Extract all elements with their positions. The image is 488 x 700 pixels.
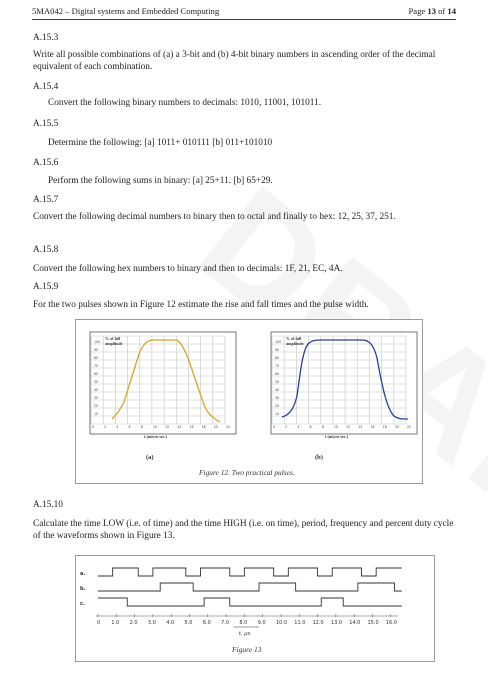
- page-header: [32, 6, 456, 20]
- plot-b-ytick: 60: [275, 372, 280, 376]
- waveform-a: [98, 568, 402, 576]
- question-text-a15-5: Determine the following: [a] 1011+ 010111 [b] 011+101010: [48, 138, 273, 148]
- plot-a-sublabel: (a): [146, 454, 154, 461]
- question-label-a15-9: A.15.9: [33, 282, 59, 292]
- plot-a-ytick: 70: [94, 364, 99, 368]
- figure-13-xtick: 5.0: [184, 620, 193, 626]
- plot-a-ylabel-line1: % of full: [105, 336, 121, 341]
- plot-a-ytick: 40: [94, 388, 99, 392]
- plot-a-ytick: 60: [94, 372, 99, 376]
- plot-a-xtick: 12: [165, 425, 170, 429]
- figure-13-xtick: 3.0: [147, 620, 156, 626]
- plot-a-xtick: 0: [92, 425, 95, 429]
- figure-13: [75, 555, 435, 662]
- figure-13-xtick: 7.0: [221, 620, 230, 626]
- figure-13-xtick: 10.0: [276, 620, 288, 626]
- question-text-a15-10: Calculate the time LOW (i.e. of time) and the time HIGH (i.e. on time), period, frequency and percent duty cycle of the waveforms shown in Figure 13.: [33, 519, 454, 541]
- plot-a-xtick: 14: [177, 425, 182, 429]
- plot-b-xtick: 18: [382, 425, 387, 429]
- figure-13-xtick: 13.0: [330, 620, 343, 626]
- plot-b-xtick: 8: [321, 425, 324, 429]
- plot-a-ylabel-line2: amplitude: [105, 341, 123, 346]
- plot-a-ylabel: [105, 336, 123, 346]
- figure-12-plots: [76, 320, 422, 483]
- question-text-a15-4: Convert the following binary numbers to decimals: 1010, 11001, 101011.: [48, 98, 322, 108]
- figure-13-xtick: 9.0: [257, 620, 266, 626]
- plot-b-ytick: 20: [275, 404, 280, 408]
- figure-13-xtick: 8.0: [239, 620, 248, 626]
- figure-13-xtick: 11.0: [294, 620, 306, 626]
- question-label-a15-7: A.15.7: [33, 195, 59, 205]
- plot-b-xtick: 20: [394, 425, 399, 429]
- plot-b-xtick: 6: [309, 425, 312, 429]
- course-title: 5MA042 – Digital systems and Embedded Computing: [32, 6, 220, 16]
- figure-13-xtick: 12.0: [312, 620, 324, 626]
- figure-13-xtick: 14.0: [349, 620, 361, 626]
- plot-b-ytick: 70: [275, 364, 280, 368]
- plot-a-xtick: 22: [226, 425, 231, 429]
- plot-b-xtick: 10: [333, 425, 338, 429]
- waveform-row-label: a.: [80, 571, 86, 577]
- plot-b-xtick: 0: [273, 425, 276, 429]
- plot-a: [90, 332, 236, 439]
- figure-13-xtick: 2.0: [129, 620, 138, 626]
- plot-a-xtick: 18: [201, 425, 206, 429]
- figure-13-xtick: 0: [97, 620, 101, 626]
- plot-b-ytick: 50: [275, 380, 280, 384]
- plot-a-ytick: 30: [94, 396, 99, 400]
- plot-a-xtick: 16: [189, 425, 194, 429]
- plot-b-ytick: 10: [275, 412, 280, 416]
- waveform-c: [98, 598, 402, 606]
- figure-13-xtick: 16.0: [385, 620, 397, 626]
- plot-b-xtick: 4: [297, 425, 300, 429]
- figure-13-xtick: 1.0: [111, 620, 120, 626]
- plot-a-ytick: 10: [94, 412, 99, 416]
- plot-b-xtick: 2: [285, 425, 288, 429]
- question-text-a15-3: Write all possible combinations of (a) a 3-bit and (b) 4-bit binary numbers in ascending order of the decimal equivalent of each combination.: [33, 50, 436, 72]
- question-label-a15-8: A.15.8: [33, 245, 59, 255]
- plot-a-xtick: 8: [140, 425, 143, 429]
- plot-a-xlabel: t (micro sec.): [144, 434, 168, 439]
- figure-12-caption: Figure 12. Two practical pulses.: [199, 468, 295, 477]
- figure-13-xtick: 4.0: [166, 620, 175, 626]
- plot-b-frame: [271, 332, 417, 434]
- plot-a-xtick: 6: [128, 425, 131, 429]
- plot-a-ytick: 20: [94, 404, 99, 408]
- question-label-a15-4: A.15.4: [33, 82, 59, 92]
- question-text-a15-9: For the two pulses shown in Figure 12 estimate the rise and fall times and the pulse width.: [33, 300, 369, 310]
- plot-b-ytick: 40: [275, 388, 280, 392]
- question-label-a15-6: A.15.6: [33, 158, 59, 168]
- plot-b: [271, 332, 417, 439]
- plot-a-ytick: 100: [94, 340, 101, 344]
- question-label-a15-10: A.15.10: [33, 500, 63, 510]
- plot-a-ytick: 50: [94, 380, 99, 384]
- plot-b-ylabel-line2: amplitude: [286, 341, 304, 346]
- page-number: Page 13 of 14: [408, 6, 456, 16]
- plot-a-xtick: 2: [104, 425, 107, 429]
- plot-b-ytick: 80: [275, 356, 280, 360]
- waveform-row-label: b.: [80, 586, 86, 592]
- figure-12: [75, 319, 423, 484]
- waveform-b: [98, 583, 402, 591]
- plot-b-xtick: 22: [407, 425, 412, 429]
- figure-13-xtick: 15.0: [367, 620, 379, 626]
- question-label-a15-5: A.15.5: [33, 119, 59, 129]
- plot-b-sublabel: (b): [315, 454, 323, 461]
- question-text-a15-8: Convert the following hex numbers to binary and then to decimals: 1F, 21, EC, 4A.: [33, 264, 343, 274]
- plot-b-ylabel-line1: % of full: [286, 336, 302, 341]
- plot-b-ytick: 30: [275, 396, 280, 400]
- plot-b-xtick: 12: [346, 425, 351, 429]
- plot-a-ytick: 90: [94, 348, 99, 352]
- plot-a-ytick: 80: [94, 356, 99, 360]
- plot-a-xtick: 10: [152, 425, 157, 429]
- figure-13-xtick: 6.0: [202, 620, 211, 626]
- plot-b-ytick: 100: [275, 340, 282, 344]
- figure-13-caption: Figure 13: [232, 645, 262, 654]
- question-text-a15-7: Convert the following decimal numbers to binary then to octal and finally to hex: 12, 25, 37, 251.: [33, 212, 396, 222]
- figure-13-xlabel: t, μs: [238, 631, 251, 637]
- question-label-a15-3: A.15.3: [33, 33, 59, 43]
- plot-b-xtick: 16: [370, 425, 375, 429]
- waveform-row-label: c.: [80, 601, 85, 607]
- plot-b-xlabel: t (micro sec.): [325, 434, 349, 439]
- plot-a-xtick: 4: [116, 425, 119, 429]
- plot-a-xtick: 20: [213, 425, 218, 429]
- plot-b-ytick: 90: [275, 348, 280, 352]
- question-text-a15-6: Perform the following sums in binary: [a] 25+11. [b] 65+29.: [48, 176, 273, 186]
- plot-b-ylabel: [286, 336, 304, 346]
- plot-b-xtick: 14: [358, 425, 363, 429]
